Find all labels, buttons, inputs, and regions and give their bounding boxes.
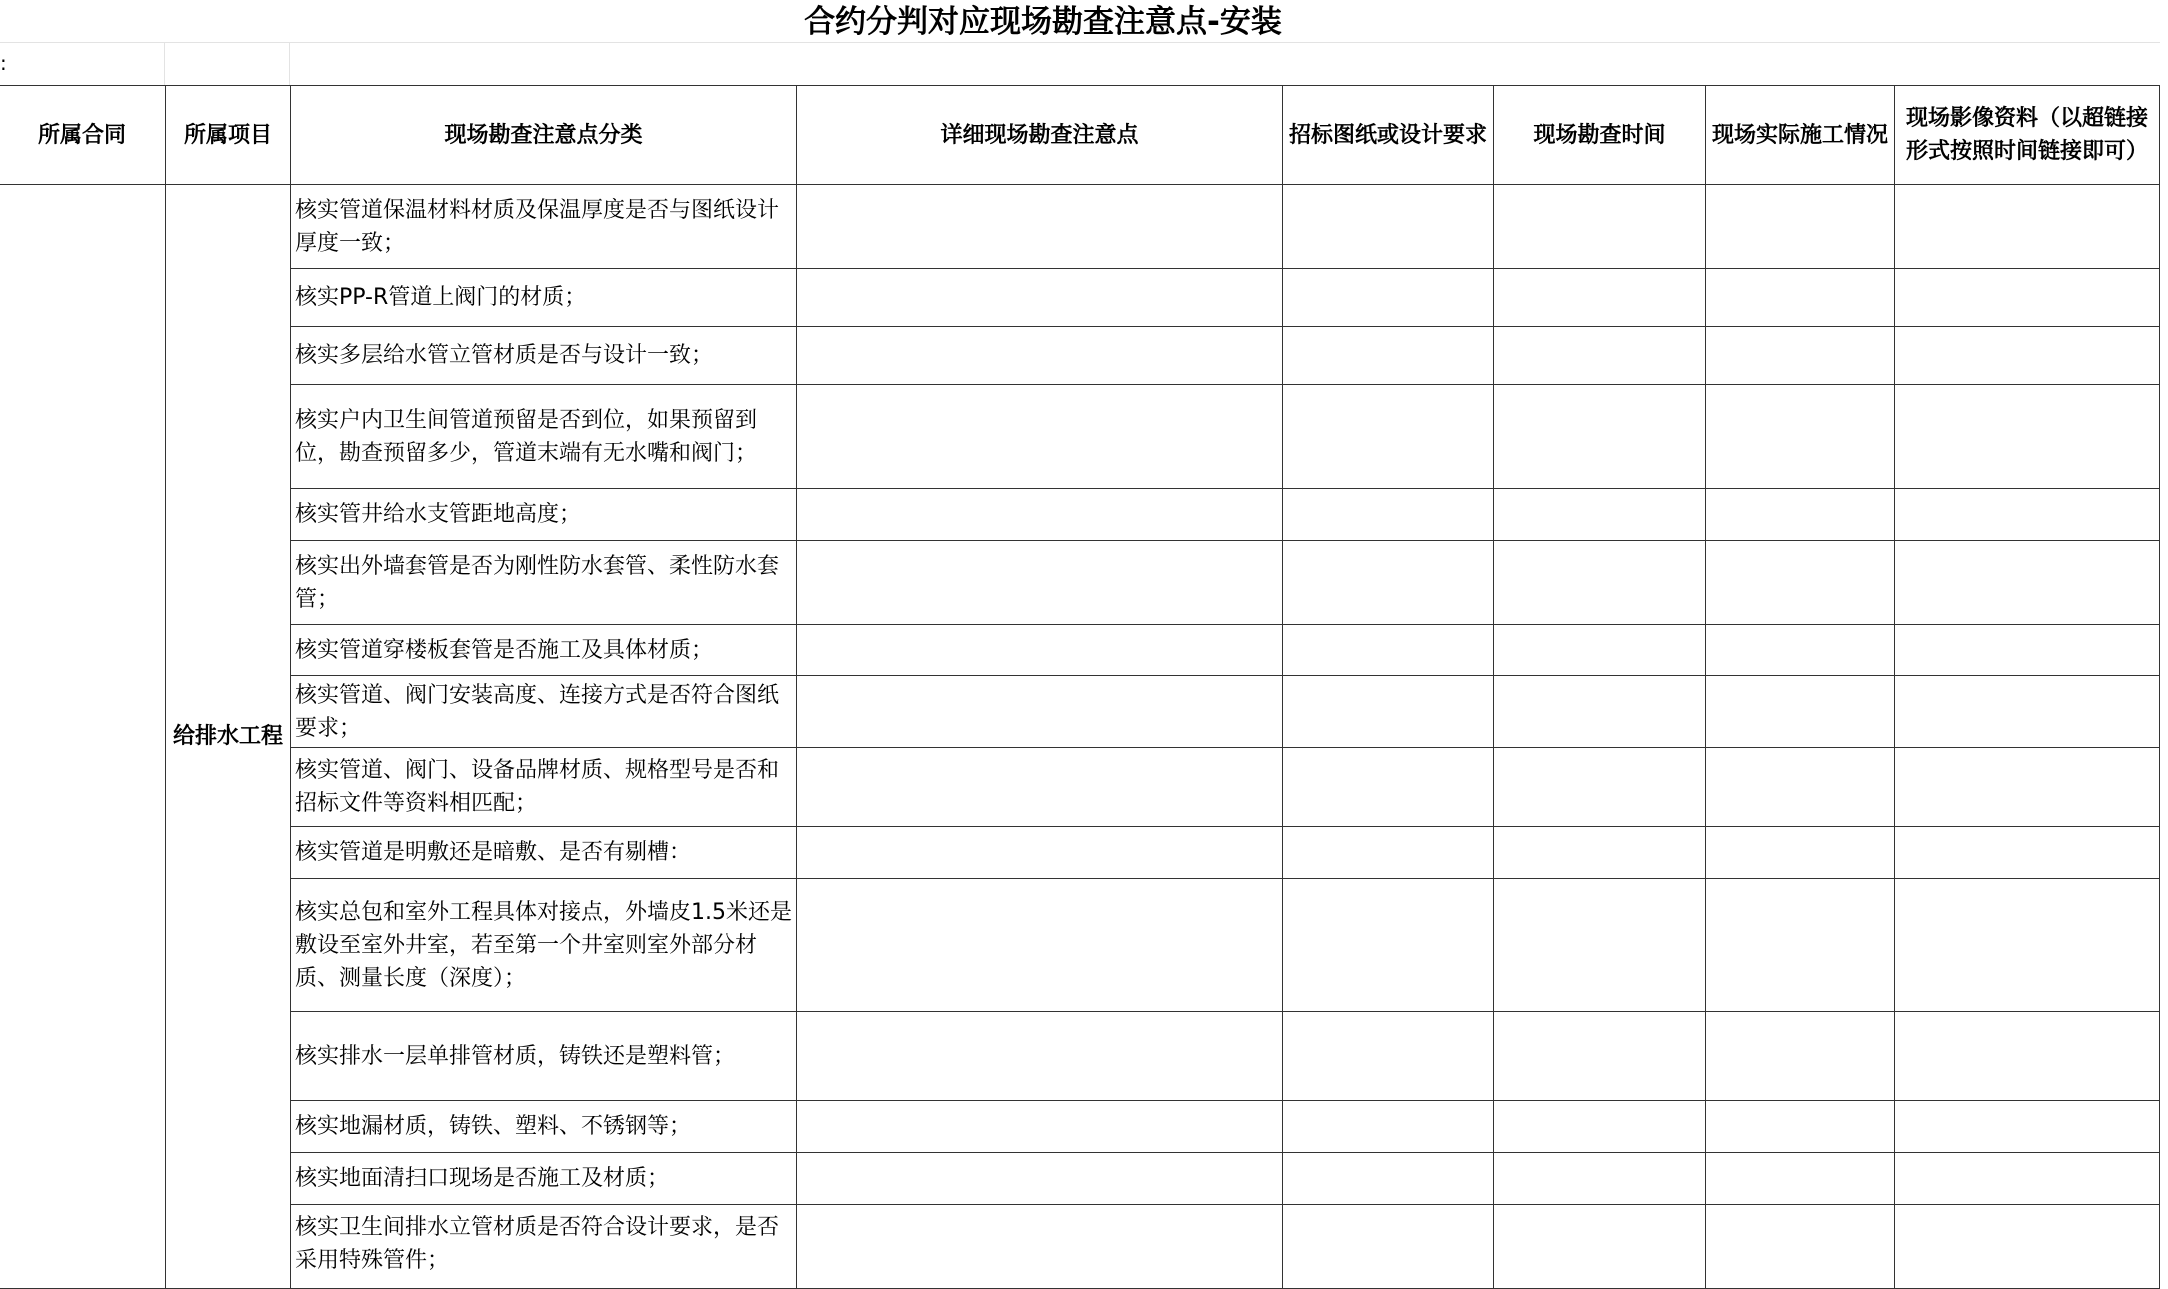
design-cell[interactable] <box>1283 385 1494 489</box>
table-row <box>0 748 2160 827</box>
survey-time-cell[interactable] <box>1494 385 1706 489</box>
design-cell[interactable] <box>1283 489 1494 541</box>
col-header-category: 现场勘查注意点分类 <box>291 86 797 185</box>
subtitle-row <box>0 42 2160 86</box>
actual-cell[interactable] <box>1706 185 1895 269</box>
design-cell[interactable] <box>1283 879 1494 1012</box>
table-row <box>0 1101 2160 1153</box>
actual-cell[interactable] <box>1706 1101 1895 1153</box>
design-cell[interactable] <box>1283 1012 1494 1101</box>
detail-cell[interactable] <box>797 625 1283 676</box>
media-cell[interactable] <box>1895 748 2160 827</box>
actual-cell[interactable] <box>1706 489 1895 541</box>
category-cell[interactable]: 核实管道是明敷还是暗敷、是否有剔槽： <box>291 827 797 879</box>
category-cell[interactable]: 核实出外墙套管是否为刚性防水套管、柔性防水套管； <box>291 541 797 625</box>
design-cell[interactable] <box>1283 269 1494 327</box>
actual-cell[interactable] <box>1706 541 1895 625</box>
table-row <box>0 625 2160 676</box>
detail-cell[interactable] <box>797 879 1283 1012</box>
design-cell[interactable] <box>1283 748 1494 827</box>
detail-cell[interactable] <box>797 827 1283 879</box>
project-cell[interactable]: 给排水工程 <box>166 185 291 1289</box>
survey-time-cell[interactable] <box>1494 1101 1706 1153</box>
category-cell[interactable]: 核实管道穿楼板套管是否施工及具体材质； <box>291 625 797 676</box>
media-cell[interactable] <box>1895 489 2160 541</box>
actual-cell[interactable] <box>1706 625 1895 676</box>
media-cell[interactable] <box>1895 827 2160 879</box>
detail-cell[interactable] <box>797 327 1283 385</box>
category-cell[interactable]: 核实管道、阀门安装高度、连接方式是否符合图纸要求； <box>291 676 797 748</box>
actual-cell[interactable] <box>1706 269 1895 327</box>
survey-time-cell[interactable] <box>1494 625 1706 676</box>
col-header-contract: 所属合同 <box>0 86 166 185</box>
table-row <box>0 1012 2160 1101</box>
survey-time-cell[interactable] <box>1494 327 1706 385</box>
col-header-project: 所属项目 <box>166 86 291 185</box>
media-cell[interactable] <box>1895 185 2160 269</box>
media-cell[interactable] <box>1895 625 2160 676</box>
table-row <box>0 676 2160 748</box>
media-cell[interactable] <box>1895 1153 2160 1205</box>
col-header-actual: 现场实际施工情况 <box>1706 86 1895 185</box>
table-row <box>0 1153 2160 1205</box>
media-cell[interactable] <box>1895 385 2160 489</box>
media-cell[interactable] <box>1895 1205 2160 1289</box>
grid-line <box>289 43 290 86</box>
detail-cell[interactable] <box>797 1012 1283 1101</box>
category-cell[interactable]: 核实管井给水支管距地高度； <box>291 489 797 541</box>
detail-cell[interactable] <box>797 489 1283 541</box>
survey-time-cell[interactable] <box>1494 827 1706 879</box>
detail-cell[interactable] <box>797 748 1283 827</box>
survey-time-cell[interactable] <box>1494 489 1706 541</box>
category-cell[interactable]: 核实管道保温材料材质及保温厚度是否与图纸设计厚度一致； <box>291 185 797 269</box>
table-row <box>0 385 2160 489</box>
subtitle-label: : <box>0 51 7 75</box>
design-cell[interactable] <box>1283 827 1494 879</box>
design-cell[interactable] <box>1283 1153 1494 1205</box>
actual-cell[interactable] <box>1706 748 1895 827</box>
sheet-title: 合约分判对应现场勘查注意点-安装 <box>804 4 1282 40</box>
table-row <box>0 1205 2160 1289</box>
survey-time-cell[interactable] <box>1494 185 1706 269</box>
media-cell[interactable] <box>1895 541 2160 625</box>
actual-cell[interactable] <box>1706 1205 1895 1289</box>
media-cell[interactable] <box>1895 1101 2160 1153</box>
actual-cell[interactable] <box>1706 879 1895 1012</box>
media-cell[interactable] <box>1895 879 2160 1012</box>
table-row <box>0 327 2160 385</box>
design-cell[interactable] <box>1283 541 1494 625</box>
detail-cell[interactable] <box>797 385 1283 489</box>
design-cell[interactable] <box>1283 625 1494 676</box>
actual-cell[interactable] <box>1706 1153 1895 1205</box>
table-row <box>0 269 2160 327</box>
category-cell[interactable]: 核实排水一层单排管材质，铸铁还是塑料管； <box>291 1012 797 1101</box>
actual-cell[interactable] <box>1706 827 1895 879</box>
category-cell[interactable]: 核实总包和室外工程具体对接点，外墙皮1.5米还是敷设至室外井室，若至第一个井室则室外部分材质、测量长度（深度）； <box>291 879 797 1012</box>
category-cell[interactable]: 核实地漏材质，铸铁、塑料、不锈钢等； <box>291 1101 797 1153</box>
media-cell[interactable] <box>1895 676 2160 748</box>
actual-cell[interactable] <box>1706 1012 1895 1101</box>
header-row <box>0 86 2160 185</box>
design-cell[interactable] <box>1283 1205 1494 1289</box>
detail-cell[interactable] <box>797 1101 1283 1153</box>
table-row <box>0 489 2160 541</box>
table-row <box>0 879 2160 1012</box>
media-cell[interactable] <box>1895 269 2160 327</box>
col-header-media: 现场影像资料（以超链接形式按照时间链接即可） <box>1895 86 2160 185</box>
category-cell[interactable]: 核实地面清扫口现场是否施工及材质； <box>291 1153 797 1205</box>
detail-cell[interactable] <box>797 269 1283 327</box>
design-cell[interactable] <box>1283 185 1494 269</box>
survey-time-cell[interactable] <box>1494 1205 1706 1289</box>
survey-time-cell[interactable] <box>1494 748 1706 827</box>
table-row <box>0 827 2160 879</box>
table-row <box>0 185 2160 269</box>
category-cell[interactable]: 核实PP-R管道上阀门的材质； <box>291 269 797 327</box>
actual-cell[interactable] <box>1706 385 1895 489</box>
survey-time-cell[interactable] <box>1494 676 1706 748</box>
detail-cell[interactable] <box>797 1153 1283 1205</box>
col-header-design: 招标图纸或设计要求 <box>1283 86 1494 185</box>
design-cell[interactable] <box>1283 676 1494 748</box>
survey-table <box>0 85 2160 1289</box>
detail-cell[interactable] <box>797 541 1283 625</box>
actual-cell[interactable] <box>1706 676 1895 748</box>
category-cell[interactable]: 核实管道、阀门、设备品牌材质、规格型号是否和招标文件等资料相匹配； <box>291 748 797 827</box>
detail-cell[interactable] <box>797 676 1283 748</box>
survey-time-cell[interactable] <box>1494 1012 1706 1101</box>
contract-cell[interactable] <box>0 185 166 1289</box>
category-cell[interactable]: 核实多层给水管立管材质是否与设计一致； <box>291 327 797 385</box>
category-cell[interactable]: 核实卫生间排水立管材质是否符合设计要求，是否采用特殊管件； <box>291 1205 797 1289</box>
detail-cell[interactable] <box>797 1205 1283 1289</box>
media-cell[interactable] <box>1895 327 2160 385</box>
design-cell[interactable] <box>1283 1101 1494 1153</box>
survey-time-cell[interactable] <box>1494 1153 1706 1205</box>
category-cell[interactable]: 核实户内卫生间管道预留是否到位，如果预留到位，勘查预留多少，管道末端有无水嘴和阀门； <box>291 385 797 489</box>
media-cell[interactable] <box>1895 1012 2160 1101</box>
design-cell[interactable] <box>1283 327 1494 385</box>
grid-line <box>164 43 165 86</box>
detail-cell[interactable] <box>797 185 1283 269</box>
col-header-survey-time: 现场勘查时间 <box>1494 86 1706 185</box>
survey-time-cell[interactable] <box>1494 879 1706 1012</box>
survey-time-cell[interactable] <box>1494 541 1706 625</box>
col-header-detail: 详细现场勘查注意点 <box>797 86 1283 185</box>
actual-cell[interactable] <box>1706 327 1895 385</box>
survey-time-cell[interactable] <box>1494 269 1706 327</box>
table-row <box>0 541 2160 625</box>
